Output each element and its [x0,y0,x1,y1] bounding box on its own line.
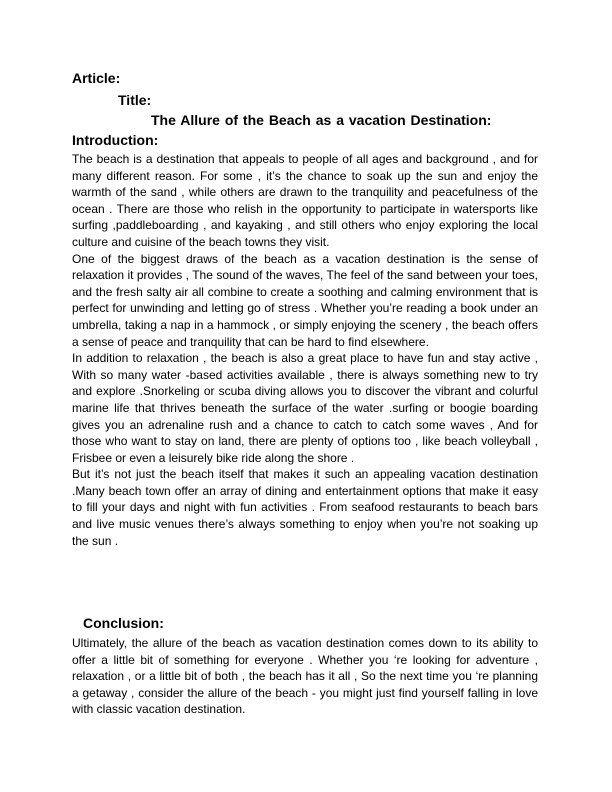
dining-paragraph: But it’s not just the beach itself that makes it such an appealing vacation destination .Many beach town offer an array of dining and entertainment options that make it easy to fill your days and night with fun activities . From seafood restaurants to beach bars and live music venues there’s always something to enjoy when you’re not soaking up the sun . [72,467,538,548]
conclusion-section [72,635,538,718]
activities-paragraph: In addition to relaxation , the beach is also a great place to have fun and stay active , With so many water -based activities available , there is always something new to try and explore .Snorkeling or scuba diving allows you to discover the vibrant and colurful marine life that thrives beneath the surface of the water .surfing or boogie boarding gives you an adrenaline rush and a chance to catch to catch some waves , And for those who want to stay on land, there are plenty of options too , like beach volleyball , Frisbee or even a leisurely bike ride along the shore . [72,351,538,465]
article-title: The Allure of the Beach as a vacation Destination: [151,112,492,128]
introduction-section [72,151,538,549]
title-label: Title: [118,92,152,108]
relaxation-paragraph: One of the biggest draws of the beach as a vacation destination is the sense of relaxation it provides , The sound of the waves, The feel of the sand between your toes, and the fresh salty air all combine to create a soothing and calming environment that is perfect for unwinding and letting go of stress . Whether you’re reading a book under an umbrella, taking a nap in a hammock , or simply enjoying the scenery , the beach offers a sense of peace and tranquility that can be hard to find elsewhere. [72,251,538,349]
conclusion-heading: Conclusion: [83,615,164,631]
introduction-heading: Introduction: [72,132,159,148]
intro-paragraph: The beach is a destination that appeals to people of all ages and background , and for many different reason. For some , it’s the chance to soak up the sun and enjoy the warmth of the sand , while others are drawn to the tranquility and peacefulness of the ocean . There are those who relish in the opportunity to participate in watersports like surfing ,paddleboarding , and kayaking , and still others who enjoy exploring the local culture and cuisine of the beach towns they visit. [72,152,538,249]
conclusion-paragraph: Ultimately, the allure of the beach as vacation destination comes down to its ability to offer a little bit of something for everyone . Whether you ‘re looking for adventure , relaxation , or a little bit of both , the beach has it all , So the next time you ‘re planning a getaway , consider the allure of the beach - you might just find yourself falling in love with classic vacation destination. [72,636,538,717]
article-label: Article: [72,70,121,86]
